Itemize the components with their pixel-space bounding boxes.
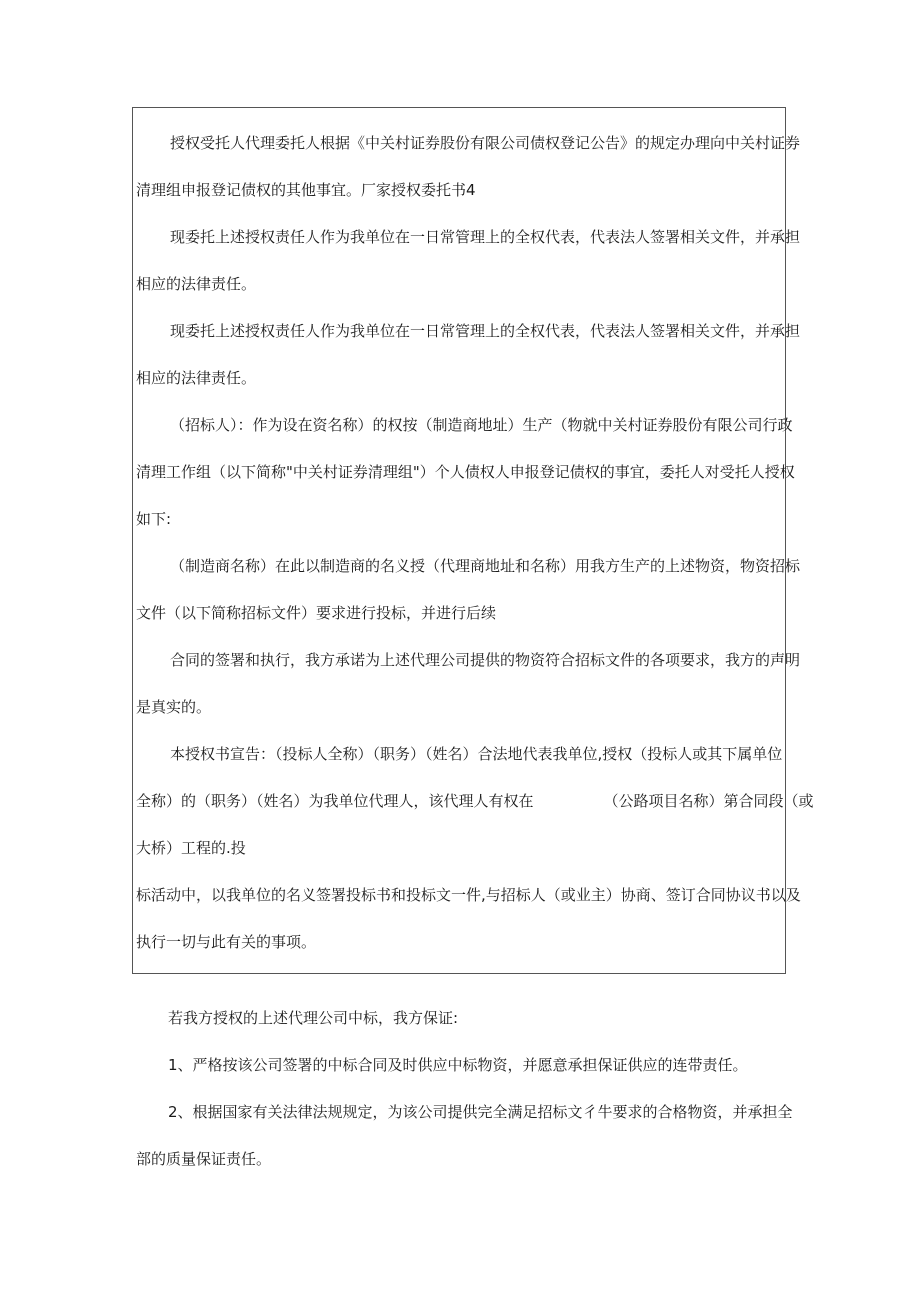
box-line-4: 相应的法律责任。	[136, 275, 257, 293]
box-line-1: 授权受托人代理委托人根据《中关村证券股份有限公司债权登记公告》的规定办理向中关村证券	[170, 134, 801, 152]
box-line-18: 执行一切与此有关的事项。	[136, 933, 317, 951]
guarantee-intro: 若我方授权的上述代理公司中标，我方保证:	[168, 1009, 459, 1027]
box-line-15-left: 全称）的（职务）（姓名）为我单位代理人，该代理人有权在	[136, 792, 534, 810]
framed-text-box	[132, 107, 814, 974]
box-line-11: 文件（以下简称招标文件）要求进行投标，并进行后续	[136, 604, 497, 622]
box-line-3: 现委托上述授权责任人作为我单位在一日常管理上的全权代表，代表法人签署相关文件，并承担	[170, 228, 801, 246]
guarantee-item-2-cont: 部的质量保证责任。	[136, 1150, 272, 1168]
box-line-10: （制造商名称）在此以制造商的名义授（代理商地址和名称）用我方生产的上述物资，物资招标	[170, 557, 801, 575]
box-line-15-right: （公路项目名称）第合同段（或	[603, 792, 814, 810]
box-line-9: 如下:	[136, 510, 172, 528]
box-line-16: 大桥）工程的.投	[136, 839, 246, 857]
box-line-12: 合同的签署和执行，我方承诺为上述代理公司提供的物资符合招标文件的各项要求，我方的声明	[170, 651, 801, 669]
box-line-14: 本授权书宣告：（投标人全称）（职务）（姓名）合法地代表我单位,授权（投标人或其下属单位	[170, 745, 783, 763]
box-line-13: 是真实的。	[136, 698, 212, 716]
box-line-8: 清理工作组（以下简称"中关村证券清理组"）个人债权人申报登记债权的事宜，委托人对受托人授权	[136, 463, 795, 481]
box-line-2: 清理组申报登记债权的其他事宜。厂家授权委托书4	[136, 181, 476, 199]
box-line-17: 标活动中，以我单位的名义签署投标书和投标文一件,与招标人（或业主）协商、签订合同协议书以及	[136, 886, 801, 904]
guarantee-item-1: 1、严格按该公司签署的中标合同及时供应中标物资，并愿意承担保证供应的连带责任。	[168, 1056, 748, 1074]
box-line-15	[136, 791, 814, 811]
box-line-6: 相应的法律责任。	[136, 369, 257, 387]
box-line-5: 现委托上述授权责任人作为我单位在一日常管理上的全权代表，代表法人签署相关文件，并承担	[170, 322, 801, 340]
box-line-7: （招标人）：作为设在资名称）的权按（制造商地址）生产（物就中关村证券股份有限公司行政	[170, 416, 793, 434]
guarantee-item-2: 2、根据国家有关法律法规规定，为该公司提供完全满足招标文彳牛要求的合格物资，并承担全	[168, 1103, 793, 1121]
